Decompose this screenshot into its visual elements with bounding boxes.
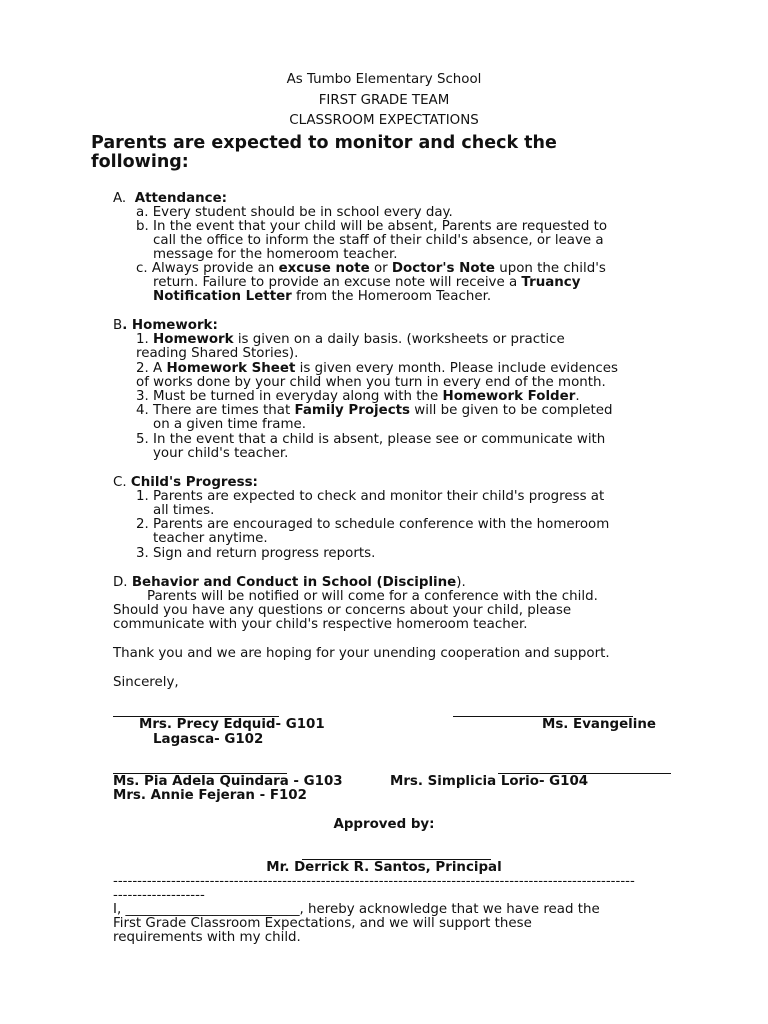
- section-a-item-b-line-1: b. In the event that your child will be absent, Parents are requested to: [136, 219, 608, 234]
- intro-heading-line-2: following:: [91, 152, 189, 172]
- section-b-item-3: 3. Must be turned in everyday along with the Homework Folder.: [136, 389, 580, 404]
- parent-name-blank[interactable]: __________________________: [125, 902, 300, 917]
- section-a-title: Attendance:: [134, 191, 228, 206]
- section-a-item-c-line-2: return. Failure to provide an excuse note will receive a Truancy: [153, 275, 581, 290]
- school-name: As Tumbo Elementary School: [286, 72, 482, 87]
- signature-name-2-cont: Lagasca- G102: [153, 732, 264, 747]
- section-c-item-1: 1. Parents are expected to check and monitor their child's progress at: [136, 489, 605, 504]
- section-b-item-5: 5. In the event that a child is absent, please see or communicate with: [136, 432, 606, 447]
- section-d-paragraph-line-2: Should you have any questions or concerns about your child, please: [113, 603, 572, 618]
- section-b-title: . Homework:: [122, 318, 218, 333]
- cut-line: ------------------------------------------------------------------------------------------------------------: [113, 875, 635, 889]
- section-b-item-4-line-2: on a given time frame.: [153, 417, 306, 432]
- thank-you-line: Thank you and we are hoping for your unending cooperation and support.: [113, 646, 610, 661]
- section-d-heading: D. Behavior and Conduct in School (Discipline).: [113, 575, 466, 590]
- section-b-item-1-line-2: reading Shared Stories).: [136, 346, 299, 361]
- section-a-item-c-line-1: c. Always provide an excuse note or Doctor's Note upon the child's: [136, 261, 606, 276]
- section-a-item-b-line-2: call the office to inform the staff of their child's absence, or leave a: [153, 233, 604, 248]
- acknowledgement-line-1: I, __________________________, hereby acknowledge that we have read the: [113, 902, 600, 917]
- sincerely-line: Sincerely,: [113, 675, 179, 690]
- team-name: FIRST GRADE TEAM: [318, 93, 450, 108]
- section-d-paragraph-line-1: Parents will be notified or will come for a conference with the child.: [147, 589, 598, 604]
- signature-name-1: Mrs. Precy Edquid- G101: [139, 717, 325, 732]
- acknowledgement-line-2: First Grade Classroom Expectations, and we will support these: [113, 916, 532, 931]
- section-c-title: Child's Progress:: [130, 475, 258, 490]
- intro-heading-line-1: Parents are expected to monitor and check the: [91, 133, 557, 153]
- section-c-item-3: 3. Sign and return progress reports.: [136, 546, 376, 561]
- section-c-item-1-line-2: all times.: [153, 503, 215, 518]
- signature-name-2: Ms. Evangeline: [542, 717, 656, 732]
- section-a-item-a: a. Every student should be in school every day.: [136, 205, 453, 220]
- section-b-heading: B. Homework:: [113, 318, 218, 333]
- acknowledgement-line-3: requirements with my child.: [113, 930, 301, 945]
- section-a-item-c-line-3: Notification Letter from the Homeroom Teacher.: [153, 289, 492, 304]
- section-c-item-2: 2. Parents are encouraged to schedule conference with the homeroom: [136, 517, 610, 532]
- principal-name: Mr. Derrick R. Santos, Principal: [266, 860, 502, 875]
- section-b-item-2-line-2: of works done by your child when you turn in every end of the month.: [136, 375, 606, 390]
- section-d-paragraph-line-3: communicate with your child's respective homeroom teacher.: [113, 617, 528, 632]
- section-c-heading: C. Child's Progress:: [113, 475, 258, 490]
- approved-by-label: Approved by:: [333, 817, 435, 832]
- section-d-title: Behavior and Conduct in School (: [131, 575, 383, 590]
- section-b-item-4: 4. There are times that Family Projects will be given to be completed: [136, 403, 613, 418]
- section-b-item-5-line-2: your child's teacher.: [153, 446, 289, 461]
- signature-name-3: Ms. Pia Adela Quindara - G103: [113, 774, 343, 789]
- document-title: CLASSROOM EXPECTATIONS: [289, 113, 479, 128]
- signature-name-5: Mrs. Annie Fejeran - F102: [113, 788, 307, 803]
- signature-name-4: Mrs. Simplicia Lorio- G104: [390, 774, 589, 789]
- section-b-item-2: 2. A Homework Sheet is given every month. Please include evidences: [136, 361, 618, 376]
- section-a-heading: A. Attendance:: [113, 191, 228, 206]
- section-c-item-2-line-2: teacher anytime.: [153, 531, 268, 546]
- cut-line-continued: -------------------: [113, 889, 205, 903]
- section-b-item-1: 1. Homework is given on a daily basis. (worksheets or practice: [136, 332, 565, 347]
- section-a-item-b-line-3: message for the homeroom teacher.: [153, 247, 398, 262]
